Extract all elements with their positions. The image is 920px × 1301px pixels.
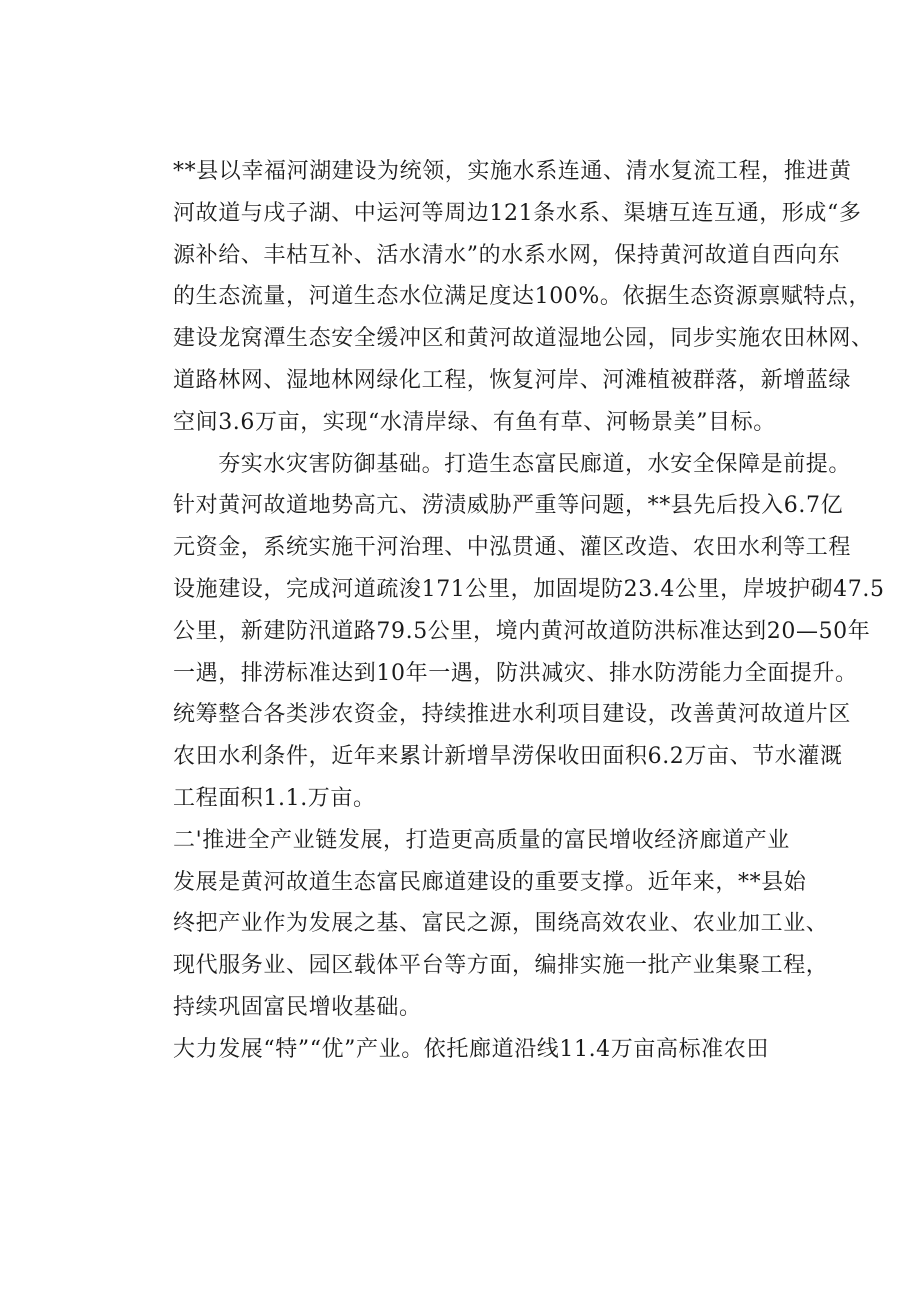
text-line: 发展是黄河故道生态富民廊道建设的重要支撑。近年来，**县始 [173, 869, 807, 895]
text-line: 道路林网、湿地林网绿化工程，恢复河岸、河滩植被群落，新增蓝绿 [173, 367, 852, 393]
text-line: 二'推进全产业链发展，打造更高质量的富民增收经济廊道产业 [173, 827, 790, 853]
paragraph-industry-chain [173, 820, 829, 1029]
text-line: 针对黄河故道地势高亢、涝渍威胁严重等问题，**县先后投入6.7亿 [173, 493, 844, 519]
text-line: 的生态流量，河道生态水位满足度达100%。依据生态资源禀赋特点， [173, 284, 872, 310]
text-line: 夯实水灾害防御基础。打造生态富民廊道，水安全保障是前提。 [173, 451, 852, 477]
paragraph-water-network [173, 151, 874, 444]
text-line: 农田水利条件，近年来累计新增旱涝保收田面积6.2万亩、节水灌溉 [173, 744, 843, 770]
text-line: 空间3.6万亩，实现“水清岸绿、有鱼有草、河畅景美”目标。 [173, 409, 776, 435]
text-line: 大力发展“特”“优”产业。依托廊道沿线11.4万亩高标准农田 [173, 1036, 769, 1062]
text-line: 元资金，系统实施干河治理、中泓贯通、灌区改造、农田水利等工程 [173, 535, 852, 561]
text-line: 工程面积1.1.万亩。 [173, 785, 376, 811]
text-line: **县以幸福河湖建设为统领，实施水系连通、清水复流工程，推进黄 [173, 159, 852, 184]
paragraph-featured-industries [173, 1029, 823, 1071]
text-line: 建设龙窝潭生态安全缓冲区和黄河故道湿地公园，同步实施农田林网、 [173, 326, 874, 352]
paragraph-flood-defense [173, 444, 885, 820]
text-line: 一遇，排涝标准达到10年一遇，防洪减灾、排水防涝能力全面提升。 [173, 660, 858, 686]
text-line: 公里，新建防汛道路79.5公里，境内黄河故道防洪标准达到20—50年 [173, 618, 871, 644]
text-line: 现代服务业、园区载体平台等方面，编排实施一批产业集聚工程， [173, 953, 829, 979]
text-line: 统筹整合各类涉农资金，持续推进水利项目建设，改善黄河故道片区 [173, 702, 852, 728]
text-line: 终把产业作为发展之基、富民之源，围绕高效农业、农业加工业、 [173, 911, 829, 937]
text-line: 设施建设，完成河道疏浚171公里，加固堤防23.4公里，岸坡护砌47.5 [173, 576, 885, 602]
text-line: 持续巩固富民增收基础。 [173, 994, 422, 1020]
text-line: 源补给、丰枯互补、活水清水”的水系水网，保持黄河故道自西向东 [173, 242, 841, 268]
text-line: 河故道与戌子湖、中运河等周边121条水系、渠塘互连互通，形成“多 [173, 200, 862, 226]
document-body [173, 151, 885, 1071]
